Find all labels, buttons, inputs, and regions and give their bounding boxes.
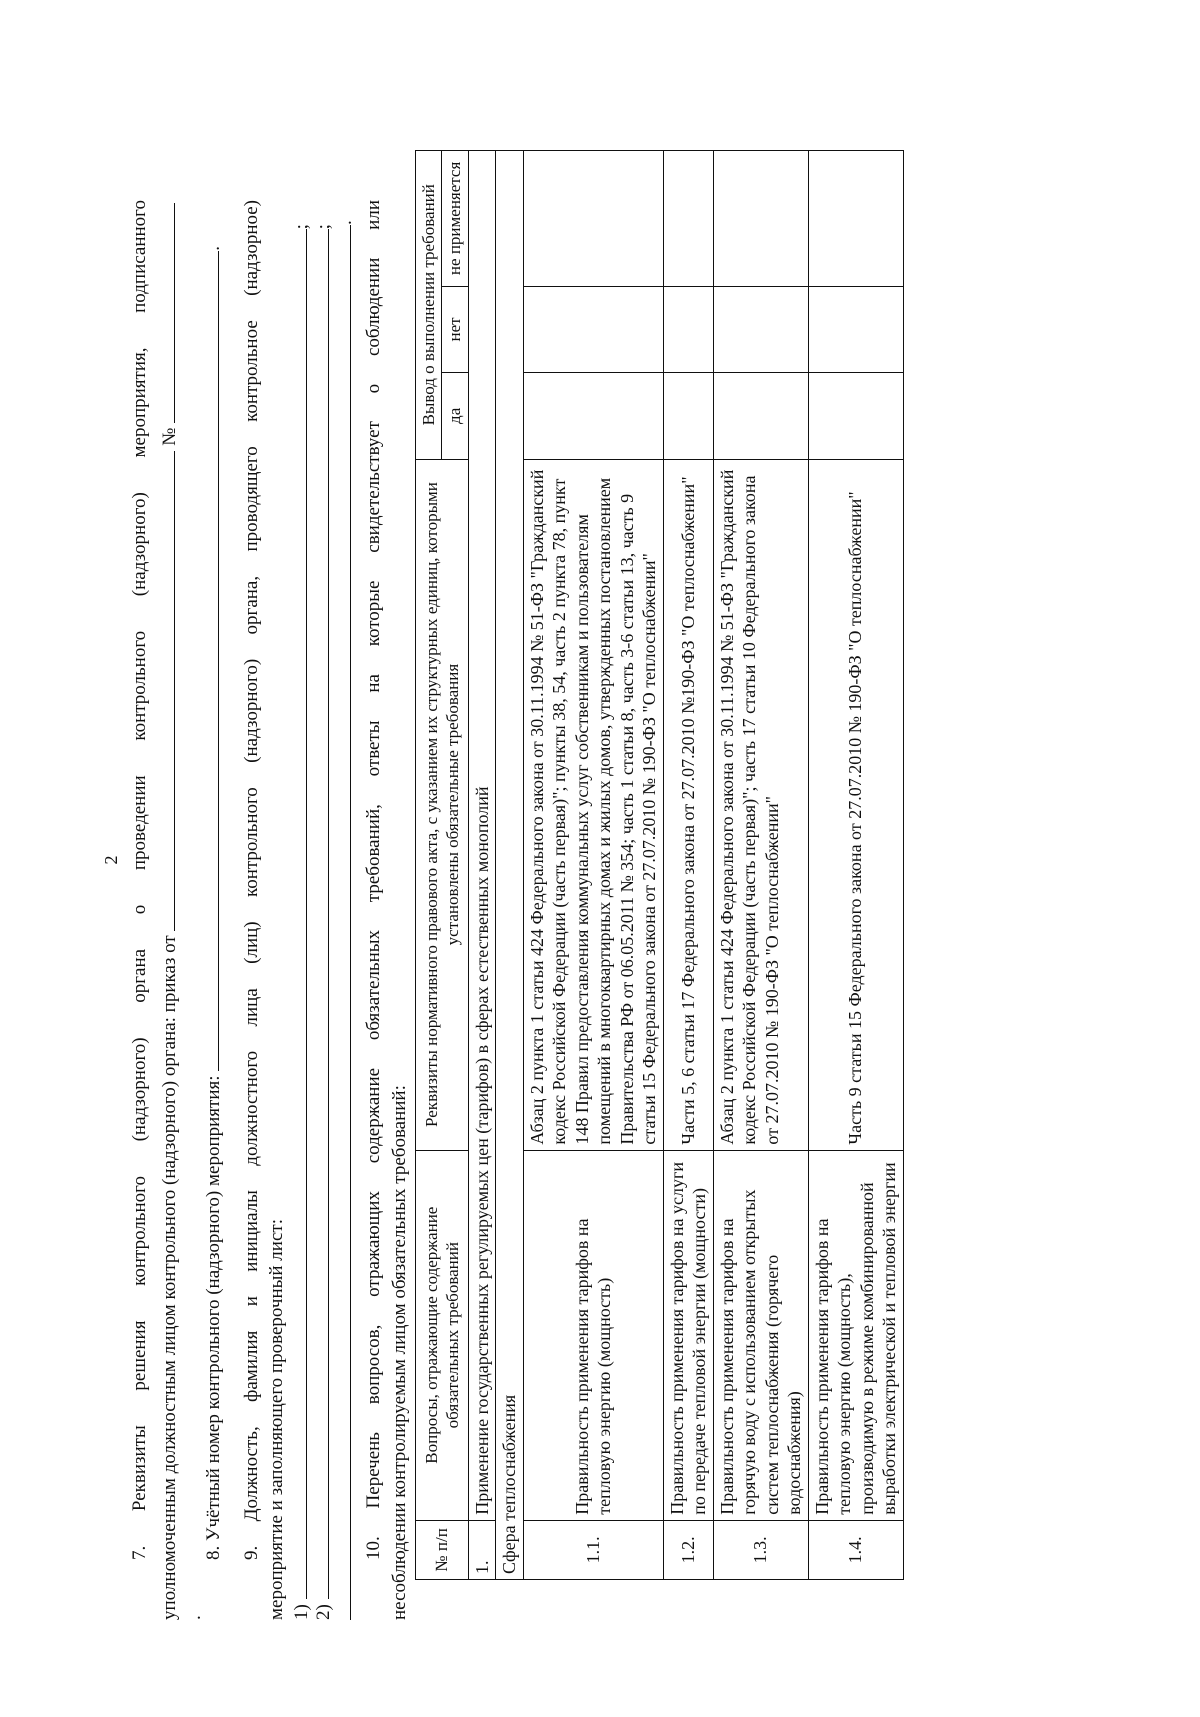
row-requisites: Абзац 2 пункта 1 статьи 424 Федерального закона от 30.11.1994 № 51-ФЗ "Гражданский кодекс Российской Федерации (часть первая)"; часть 17 статьи 10 Федерального закона от 27.07.2010 № 190-ФЗ "О теплоснабжении": [713, 459, 808, 1150]
row-num: 1.1.: [523, 1520, 663, 1579]
registration-number-field: [200, 251, 219, 1071]
page-number: 2: [101, 855, 121, 865]
row-na-cell[interactable]: [713, 151, 808, 287]
row-num: 1.4.: [808, 1520, 903, 1579]
section-num: 1.: [468, 1520, 496, 1579]
entry-1-label: 1): [291, 1604, 312, 1620]
row-requisites: Части 5, 6 статьи 17 Федерального закона от 27.07.2010 №190-ФЗ "О теплоснабжении": [663, 459, 713, 1150]
row-yes-cell[interactable]: [523, 373, 663, 459]
entry-1-end: ;: [291, 224, 312, 230]
row-yes-cell[interactable]: [713, 373, 808, 459]
table-row: [713, 151, 808, 1580]
table-row: [808, 151, 903, 1580]
table-header-row: [416, 151, 442, 1580]
entry-2-field: [310, 229, 329, 1599]
header-question: Вопросы, отражающие содержание обязательных требований: [416, 1150, 469, 1520]
entry-3-field: [332, 225, 351, 1620]
item9-line2: мероприятие и заполняющего проверочный лист:: [266, 1219, 287, 1620]
rotated-content: [100, 100, 1100, 1620]
item10-line1: 10. Перечень вопросов, отражающих содержание обязательных требований, ответы на которые свидетельствует о соблюдении или: [363, 200, 384, 1560]
row-na-cell[interactable]: [523, 151, 663, 287]
row-yes-cell[interactable]: [808, 373, 903, 459]
header-no: нет: [442, 286, 468, 372]
entry-3-end: .: [335, 220, 356, 225]
item7-line1: 7. Реквизиты решения контрольного (надзорного) органа о проведении контрольного (надзорного) мероприятия, подписанного: [129, 200, 150, 1560]
table-row: [663, 151, 713, 1580]
item8: [200, 200, 227, 1620]
section-row: [468, 151, 496, 1580]
row-num: 1.2.: [663, 1520, 713, 1579]
number-sign: №: [159, 427, 180, 446]
row-question: Правильность применения тарифов на тепловую энергию (мощность): [523, 1150, 663, 1520]
header-conclusion: Вывод о выполнении требований: [416, 151, 442, 460]
item10-line2: несоблюдении контролируемым лицом обязательных требований:: [389, 1085, 410, 1620]
official-entry-3: [332, 200, 359, 1620]
entry-1-field: [288, 229, 307, 1599]
section-title: Применение государственных регулируемых цен (тарифов) в сферах естественных монополий: [468, 151, 496, 1521]
row-no-cell[interactable]: [523, 286, 663, 372]
row-requisites: Абзац 2 пункта 1 статьи 424 Федерального закона от 30.11.1994 № 51-ФЗ "Гражданский кодекс Российской Федерации (часть первая)"; пункты 38, 54, часть 2 пункта 78, пункт 148 Правил предоставления коммунальных услуг собственникам и пользователям помещений в многоквартирных домах и жилых домов, утвержденных постановлением Правительства РФ от 06.05.2011 № 354; часть 1 статьи 8, часть 3-6 статьи 13, часть 9 статьи 15 Федерального закона от 27.07.2010 № 190-ФЗ "О теплоснабжении": [523, 459, 663, 1150]
header-na: не применяется: [442, 151, 468, 287]
row-no-cell[interactable]: [808, 286, 903, 372]
entry-2-label: 2): [313, 1604, 334, 1620]
subsection-title: Сфера теплоснабжения: [496, 151, 524, 1580]
subsection-row: [496, 151, 524, 1580]
item9-line1: 9. Должность, фамилия и инициалы должностного лица (лиц) контрольного (надзорного) органа, проводящего контрольное (надзорное): [241, 200, 262, 1560]
item8-label: 8. Учётный номер контрольного (надзорного) мероприятия:: [203, 1075, 224, 1560]
header-requisites: Реквизиты нормативного правового акта, с указанием их структурных единиц, которыми установлены обязательные требования: [416, 459, 469, 1150]
entry-2-end: ;: [313, 224, 334, 230]
row-question: Правильность применения тарифов на услуги по передаче тепловой энергии (мощности): [663, 1150, 713, 1520]
item7-order-label: уполномоченным должностным лицом контрольного (надзорного) органа: приказ от: [159, 935, 180, 1620]
item8-end: .: [203, 245, 224, 251]
order-number-field: [156, 203, 175, 423]
row-question: Правильность применения тарифов на тепловую энергию (мощность), производимую в режиме комбинированной выработки электрической и тепловой энергии: [808, 1150, 903, 1520]
row-no-cell[interactable]: [713, 286, 808, 372]
row-num: 1.3.: [713, 1520, 808, 1579]
item7-end: .: [183, 1615, 205, 1620]
header-num: № п/п: [416, 1520, 469, 1579]
table-row: [523, 151, 663, 1580]
row-na-cell[interactable]: [663, 151, 713, 287]
row-requisites: Часть 9 статьи 15 Федерального закона от 27.07.2010 № 190-ФЗ "О теплоснабжении": [808, 459, 903, 1150]
row-no-cell[interactable]: [663, 286, 713, 372]
header-yes: да: [442, 373, 468, 459]
requirements-table: [415, 150, 904, 1580]
row-yes-cell[interactable]: [663, 373, 713, 459]
order-date-field: [156, 451, 175, 931]
row-question: Правильность применения тарифов на горячую воду с использованием открытых систем теплоснабжения (горячего водоснабжения): [713, 1150, 808, 1520]
row-na-cell[interactable]: [808, 151, 903, 287]
